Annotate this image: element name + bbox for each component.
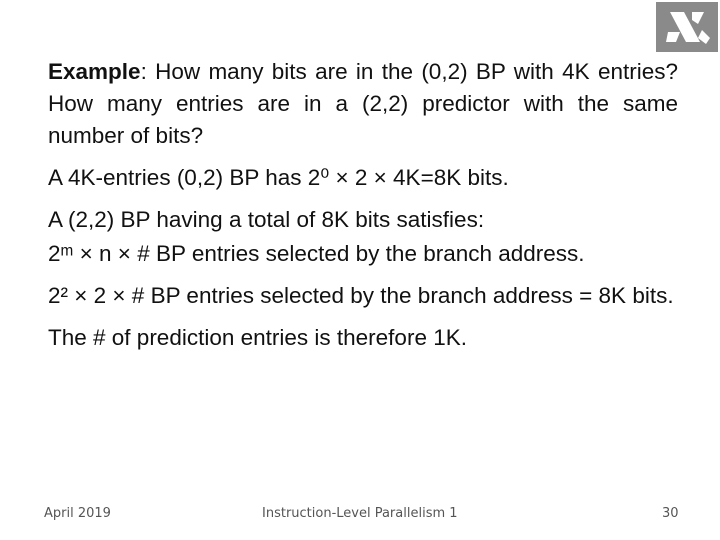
example-label: Example [48,59,141,84]
technion-logo-icon [656,2,718,52]
footer-date: April 2019 [44,506,111,521]
question-text: : How many bits are in the (0,2) BP with 4K entries? How many entries are in a (2,2) predictor with the same number of bits? [48,59,678,148]
formula-general: 2ᵐ × n × # BP entries selected by the branch address. [48,241,585,266]
page-number: 30 [662,506,679,521]
conclusion: The # of prediction entries is therefore 1K. [48,325,467,350]
example-question [48,56,678,152]
slide-body [48,56,678,354]
answer-line-1: A 4K-entries (0,2) BP has 2⁰ × 2 × 4K=8K bits. [48,165,509,190]
answer-line-2: A (2,2) BP having a total of 8K bits satisfies: [48,207,485,232]
footer-title: Instruction-Level Parallelism 1 [262,506,458,521]
formula-specific: 2² × 2 × # BP entries selected by the branch address = 8K bits. [48,283,674,308]
